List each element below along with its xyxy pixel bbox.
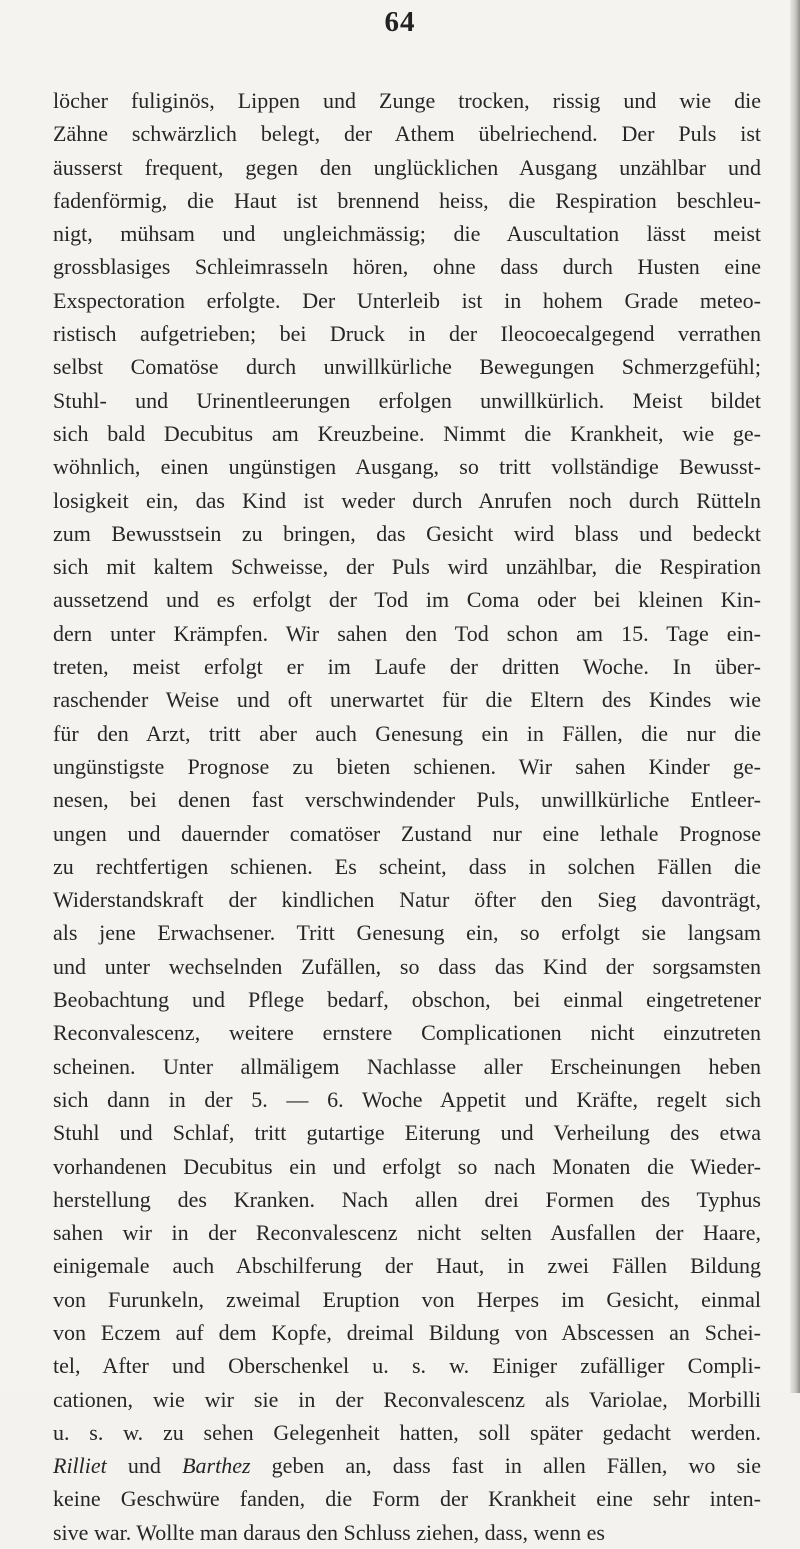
author-name-barthez: Barthez (182, 1453, 251, 1479)
text-line: äusserst frequent, gegen den unglücklichen Ausgang unzählbar und (53, 154, 761, 180)
text-line: Zähne schwärzlich belegt, der Athem übelriechend. Der Puls ist (53, 121, 761, 147)
text-line: Widerstandskraft der kindlichen Natur öfter den Sieg davonträgt, (53, 887, 761, 913)
text-line: Reconvalescenz, weitere ernstere Complicationen nicht einzutreten (53, 1020, 761, 1046)
text-line: ungünstigste Prognose zu bieten schienen. Wir sahen Kinder ge- (53, 753, 761, 779)
text-line: für den Arzt, tritt aber auch Genesung ein in Fällen, die nur die (53, 720, 761, 746)
body-text (53, 84, 761, 1549)
text-line: sich mit kaltem Schweisse, der Puls wird unzählbar, die Respiration (53, 554, 761, 580)
text-line: u. s. w. zu sehen Gelegenheit hatten, soll später gedacht werden. (53, 1419, 761, 1445)
text-line: losigkeit ein, das Kind ist weder durch Anrufen noch durch Rütteln (53, 487, 761, 513)
text-line: tel, After und Oberschenkel u. s. w. Einiger zufälliger Compli- (53, 1353, 761, 1379)
text-line: cationen, wie wir sie in der Reconvalescenz als Variolae, Morbilli (53, 1386, 761, 1412)
text-line (53, 1449, 761, 1482)
text-line: Stuhl- und Urinentleerungen erfolgen unwillkürlich. Meist bildet (53, 387, 761, 413)
text-line: aussetzend und es erfolgt der Tod im Coma oder bei kleinen Kin- (53, 587, 761, 613)
text-line: Beobachtung und Pflege bedarf, obschon, bei einmal eingetretener (53, 987, 761, 1013)
text-line: ungen und dauernder comatöser Zustand nur eine lethale Prognose (53, 820, 761, 846)
text-line: herstellung des Kranken. Nach allen drei Formen des Typhus (53, 1186, 761, 1212)
text-line: sich dann in der 5. — 6. Woche Appetit und Kräfte, regelt sich (53, 1086, 761, 1112)
text-line: sahen wir in der Reconvalescenz nicht selten Ausfallen der Haare, (53, 1220, 761, 1246)
text-line: sich bald Decubitus am Kreuzbeine. Nimmt die Krankheit, wie ge- (53, 420, 761, 446)
text-line: zu rechtfertigen schienen. Es scheint, dass in solchen Fällen die (53, 853, 761, 879)
text-line: ristisch aufgetrieben; bei Druck in der Ileocoecalgegend verrathen (53, 321, 761, 347)
text-line: scheinen. Unter allmäligem Nachlasse aller Erscheinungen heben (53, 1053, 761, 1079)
text-line: fadenförmig, die Haut ist brennend heiss, die Respiration beschleu- (53, 187, 761, 213)
text-line: vorhandenen Decubitus ein und erfolgt so nach Monaten die Wieder- (53, 1153, 761, 1179)
text-fragment: und (106, 1453, 183, 1479)
text-line: selbst Comatöse durch unwillkürliche Bewegungen Schmerzgefühl; (53, 354, 761, 380)
text-line: einigemale auch Abschilferung der Haut, in zwei Fällen Bildung (53, 1253, 761, 1279)
text-line: sive war. Wollte man daraus den Schluss ziehen, dass, wenn es (53, 1519, 605, 1545)
text-line: von Furunkeln, zweimal Eruption von Herpes im Gesicht, einmal (53, 1286, 761, 1312)
text-line: grossblasiges Schleimrasseln hören, ohne dass durch Husten eine (53, 254, 761, 280)
text-line: raschender Weise und oft unerwartet für die Eltern des Kindes wie (53, 687, 761, 713)
text-line: und unter wechselnden Zufällen, so dass das Kind der sorgsamsten (53, 953, 761, 979)
text-line: löcher fuliginös, Lippen und Zunge trocken, rissig und wie die (53, 88, 761, 113)
text-line: dern unter Krämpfen. Wir sahen den Tod schon am 15. Tage ein- (53, 620, 761, 646)
text-line: Exspectoration erfolgte. Der Unterleib ist in hohem Grade meteo- (53, 287, 761, 313)
text-line: keine Geschwüre fanden, die Form der Krankheit eine sehr inten- (53, 1486, 761, 1512)
text-line: nigt, mühsam und ungleichmässig; die Auscultation lässt meist (53, 221, 761, 247)
text-line: wöhnlich, einen ungünstigen Ausgang, so tritt vollständige Bewusst- (53, 454, 761, 480)
text-line: Stuhl und Schlaf, tritt gutartige Eiterung und Verheilung des etwa (53, 1120, 761, 1146)
text-line: von Eczem auf dem Kopfe, dreimal Bildung von Abscessen an Schei- (53, 1319, 761, 1345)
author-name-rilliet: Rilliet (53, 1453, 107, 1479)
page-edge-shadow (790, 0, 800, 1393)
text-line: treten, meist erfolgt er im Laufe der dritten Woche. In über- (53, 654, 761, 680)
text-line: nesen, bei denen fast verschwindender Puls, unwillkürliche Entleer- (53, 787, 761, 813)
text-line: als jene Erwachsener. Tritt Genesung ein, so erfolgt sie langsam (53, 920, 761, 946)
text-line: zum Bewusstsein zu bringen, das Gesicht wird blass und bedeckt (53, 520, 761, 546)
text-fragment: geben an, dass fast in allen Fällen, wo sie (250, 1453, 762, 1479)
page-number: 64 (384, 6, 416, 38)
